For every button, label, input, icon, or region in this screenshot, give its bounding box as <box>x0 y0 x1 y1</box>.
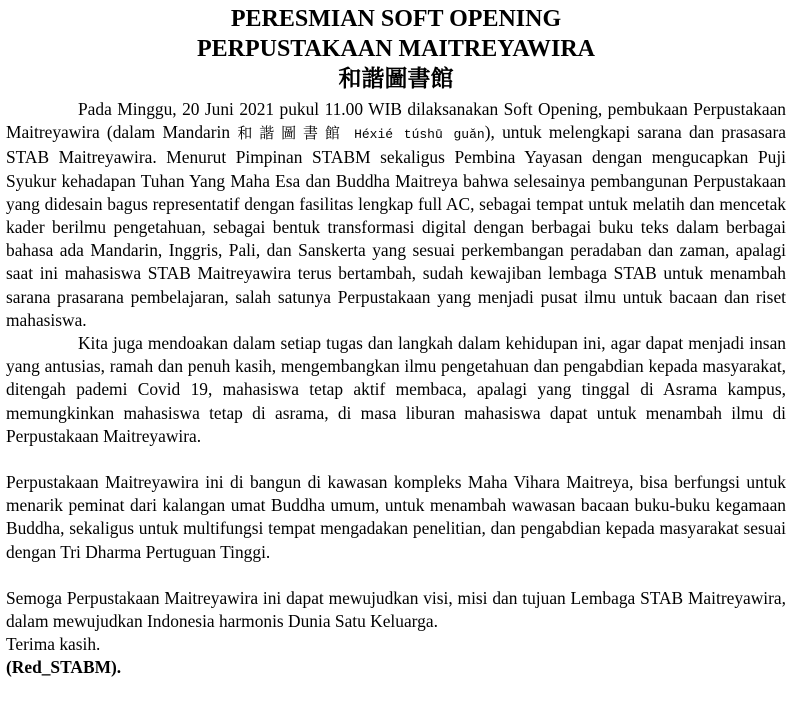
article <box>6 4 786 680</box>
paragraph-4: Semoga Perpustakaan Maitreyawira ini dapat mewujudkan visi, misi dan tujuan Lembaga STAB Maitreyawira, dalam mewujudkan Indonesia harmonis Dunia Satu Keluarga. <box>6 587 786 632</box>
paragraph-1-body: ), untuk melengkapi sarana dan prasasara STAB Maitreyawira. Menurut Pimpinan STABM sekaligus Pembina Yayasan dengan mengucapkan Puji Syukur kehadapan Tuhan Yang Maha Esa dan Buddha Maitreya bahwa selesainya pembangunan Perpustakaan yang didesain bagus representatif dengan fasilitas lengkap full AC, sebagai tempat untuk melatih dan mencetak kader berilmu pengetahuan, sebagai bentuk transformasi digital dengan berbagai buku teks dalam berbagai bahasa ada Mandarin, Inggris, Pali, dan Sanskerta yang sesuai perkembangan peradaban dan zaman, apalagi saat ini mahasiswa STAB Maitreyawira terus bertambah, sudah kewajiban lembaga STAB untuk menambah sarana prasarana pembelajaran, salah satunya Perpustakaan yang menjadi pusat ilmu untuk bacaan dan riset mahasiswa. <box>6 122 787 330</box>
title-chinese: 和諧圖書館 <box>338 66 454 92</box>
paragraph-3: Perpustakaan Maitreyawira ini di bangun di kawasan kompleks Maha Vihara Maitreya, bisa berfungsi untuk menarik peminat dari kalangan umat Buddha umum, untuk menambah wawasan bacaan buku-buku kegamaan Buddha, sekaligus untuk multifungsi tempat mengadakan penelitian, dan pengabdian kepada masyarakat sesuai dengan Tri Dharma Pertuguan Tinggi. <box>6 472 786 562</box>
paragraph-1-pinyin: Héxié túshū guǎn <box>354 127 485 143</box>
title-line-1: PERESMIAN SOFT OPENING <box>230 6 562 32</box>
paragraph-1 <box>6 98 786 332</box>
closing-line: Terima kasih. <box>6 634 101 655</box>
paragraph-1-intro: Pada Minggu, 20 Juni 2021 pukul 11.00 WIB dilaksanakan Soft Opening, pembukaan Perpustakaan Maitreyawira (dalam Mandarin <box>6 99 786 143</box>
paragraph-2: Kita juga mendoakan dalam setiap tugas dan langkah dalam kehidupan ini, agar dapat menjadi insan yang antusias, ramah dan penuh kasih, mengembangkan ilmu pengetahuan dan pengabdian kepada masyarakat, ditengah pademi Covid 19, mahasiswa tetap aktif membaca, apalagi yang tinggal di Asrama kampus, memungkinkan mahasiswa tetap di asrama, di masa liburan mahasiswa dapat untuk menambah ilmu di Perpustakaan Maitreyawira. <box>6 333 786 446</box>
spacer <box>6 564 786 587</box>
paragraph-1-chinese-name: 和諧圖書館 <box>237 124 347 143</box>
signature: (Red_STABM). <box>6 657 122 678</box>
title-line-2: PERPUSTAKAAN MAITREYAWIRA <box>196 36 596 62</box>
spacer <box>6 448 786 471</box>
